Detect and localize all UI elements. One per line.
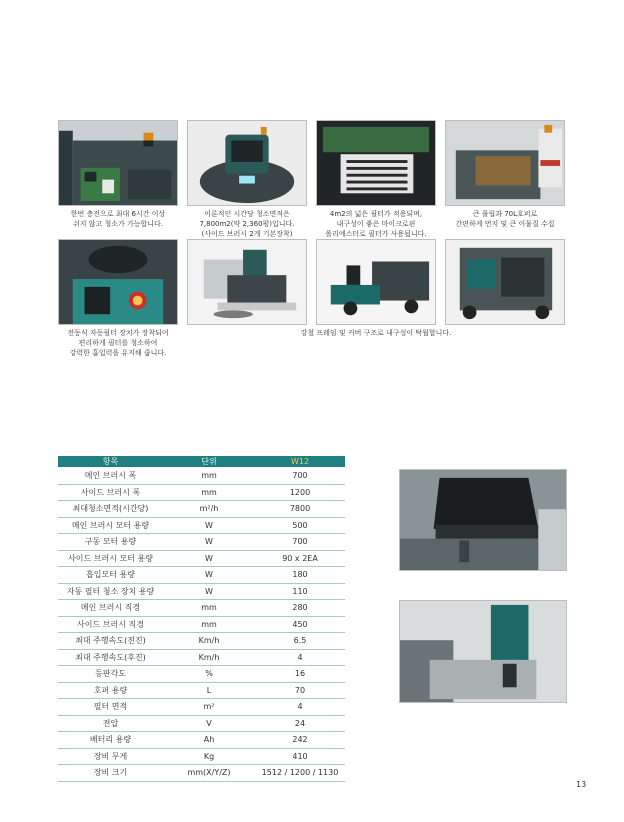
spec-item: 등판각도 <box>58 666 163 683</box>
table-row <box>58 682 345 699</box>
table-row <box>58 600 345 617</box>
spec-item: 장비 무게 <box>58 748 163 765</box>
spec-value: 500 <box>255 517 345 534</box>
table-row <box>58 583 345 600</box>
spec-unit: m²/h <box>163 501 255 518</box>
spec-table <box>58 456 345 782</box>
caption-battery: 한번 충전으로 최대 6시간 이상 쉬지 않고 청소가 가능합니다. <box>70 210 166 228</box>
table-row <box>58 534 345 551</box>
spec-unit: W <box>163 583 255 600</box>
caption-steel-frame: 강철 프레임 및 커버 구조로 내구성이 탁월합니다. <box>300 329 452 337</box>
spec-unit: mm <box>163 468 255 485</box>
table-row <box>58 633 345 650</box>
spec-item: 최대 주행속도(전진) <box>58 633 163 650</box>
table-row <box>58 484 345 501</box>
spec-unit: W <box>163 534 255 551</box>
spec-value: 450 <box>255 616 345 633</box>
spec-unit: mm(X/Y/Z) <box>163 765 255 782</box>
page-number: 13 <box>576 780 587 789</box>
spec-unit: mm <box>163 616 255 633</box>
spec-unit: m² <box>163 699 255 716</box>
caption-cleaning-area: 이론적인 시간당 청소면적은 7,800m2(약 2,360평)입니다. (사이드 브러시 2개 기본장착) <box>199 210 295 238</box>
table-row <box>58 715 345 732</box>
caption-filter: 4m2의 넓은 필터가 적용되며, 내구성이 좋은 마이크로핀 폴리에스터로 필터가 사용됩니다. <box>325 210 427 238</box>
spec-value: 4 <box>255 699 345 716</box>
spec-item: 구동 모터 용량 <box>58 534 163 551</box>
sweeper-top-view-photo <box>187 120 307 206</box>
table-row <box>58 748 345 765</box>
spec-value: 110 <box>255 583 345 600</box>
spec-value: 16 <box>255 666 345 683</box>
spec-item: 배터리 용량 <box>58 732 163 749</box>
spec-value: 4 <box>255 649 345 666</box>
table-row <box>58 517 345 534</box>
spec-item: 호퍼 용량 <box>58 682 163 699</box>
table-row <box>58 468 345 485</box>
spec-item: 자동 필터 청소 장치 용량 <box>58 583 163 600</box>
spec-value: 90 x 2EA <box>255 550 345 567</box>
header-unit: 단위 <box>163 456 255 468</box>
spec-unit: Kg <box>163 748 255 765</box>
sweeper-front-photo <box>187 239 307 325</box>
spec-value: 410 <box>255 748 345 765</box>
spec-table-header <box>58 456 345 468</box>
spec-value: 700 <box>255 534 345 551</box>
spec-value: 7800 <box>255 501 345 518</box>
header-item: 항목 <box>58 456 163 468</box>
sweeper-side-photo <box>316 239 436 325</box>
spec-unit: Km/h <box>163 649 255 666</box>
spec-value: 1512 / 1200 / 1130 <box>255 765 345 782</box>
spec-item: 사이드 브러시 폭 <box>58 484 163 501</box>
spec-item: 메인 브러시 모터 용량 <box>58 517 163 534</box>
spec-unit: % <box>163 666 255 683</box>
spec-item: 최대청소면적(시간당) <box>58 501 163 518</box>
spec-table-body <box>58 468 345 782</box>
spec-value: 1200 <box>255 484 345 501</box>
spec-value: 70 <box>255 682 345 699</box>
spec-value: 700 <box>255 468 345 485</box>
control-panel-photo <box>58 239 178 325</box>
spec-item: 최대 주행속도(후진) <box>58 649 163 666</box>
hopper-photo <box>445 120 565 206</box>
spec-unit: Ah <box>163 732 255 749</box>
caption-auto-filter: 전동식 자동필터 장치가 장착되어 편리하게 필터를 청소하여 강력한 흡입력을 유지해 줍니다. <box>67 329 169 357</box>
table-row <box>58 567 345 584</box>
header-model: W12 <box>255 456 345 468</box>
spec-item: 메인 브러시 직경 <box>58 600 163 617</box>
steering-column-photo <box>399 600 567 703</box>
spec-item: 메인 브러시 폭 <box>58 468 163 485</box>
spec-item: 장비 크기 <box>58 765 163 782</box>
table-row <box>58 616 345 633</box>
driver-seat-photo <box>399 469 567 571</box>
spec-unit: Km/h <box>163 633 255 650</box>
spec-unit: mm <box>163 484 255 501</box>
spec-item: 전압 <box>58 715 163 732</box>
caption-hopper: 큰 풀립과 70L호퍼로 간편하게 먼지 및 큰 이물질 수집 <box>455 210 555 228</box>
spec-unit: L <box>163 682 255 699</box>
spec-unit: mm <box>163 600 255 617</box>
spec-unit: W <box>163 567 255 584</box>
table-row <box>58 732 345 749</box>
spec-value: 6.5 <box>255 633 345 650</box>
spec-item: 사이드 브러시 직경 <box>58 616 163 633</box>
spec-unit: W <box>163 517 255 534</box>
table-row <box>58 649 345 666</box>
spec-value: 242 <box>255 732 345 749</box>
sweeper-rear-photo <box>445 239 565 325</box>
spec-unit: V <box>163 715 255 732</box>
spec-item: 필터 면적 <box>58 699 163 716</box>
filter-compartment-photo <box>316 120 436 206</box>
spec-unit: W <box>163 550 255 567</box>
spec-value: 280 <box>255 600 345 617</box>
table-row <box>58 550 345 567</box>
table-row <box>58 765 345 782</box>
spec-item: 사이드 브러시 모터 용량 <box>58 550 163 567</box>
spec-value: 180 <box>255 567 345 584</box>
table-row <box>58 699 345 716</box>
table-row <box>58 666 345 683</box>
spec-item: 흡입모터 용량 <box>58 567 163 584</box>
battery-compartment-photo <box>58 120 178 206</box>
spec-value: 24 <box>255 715 345 732</box>
table-row <box>58 501 345 518</box>
